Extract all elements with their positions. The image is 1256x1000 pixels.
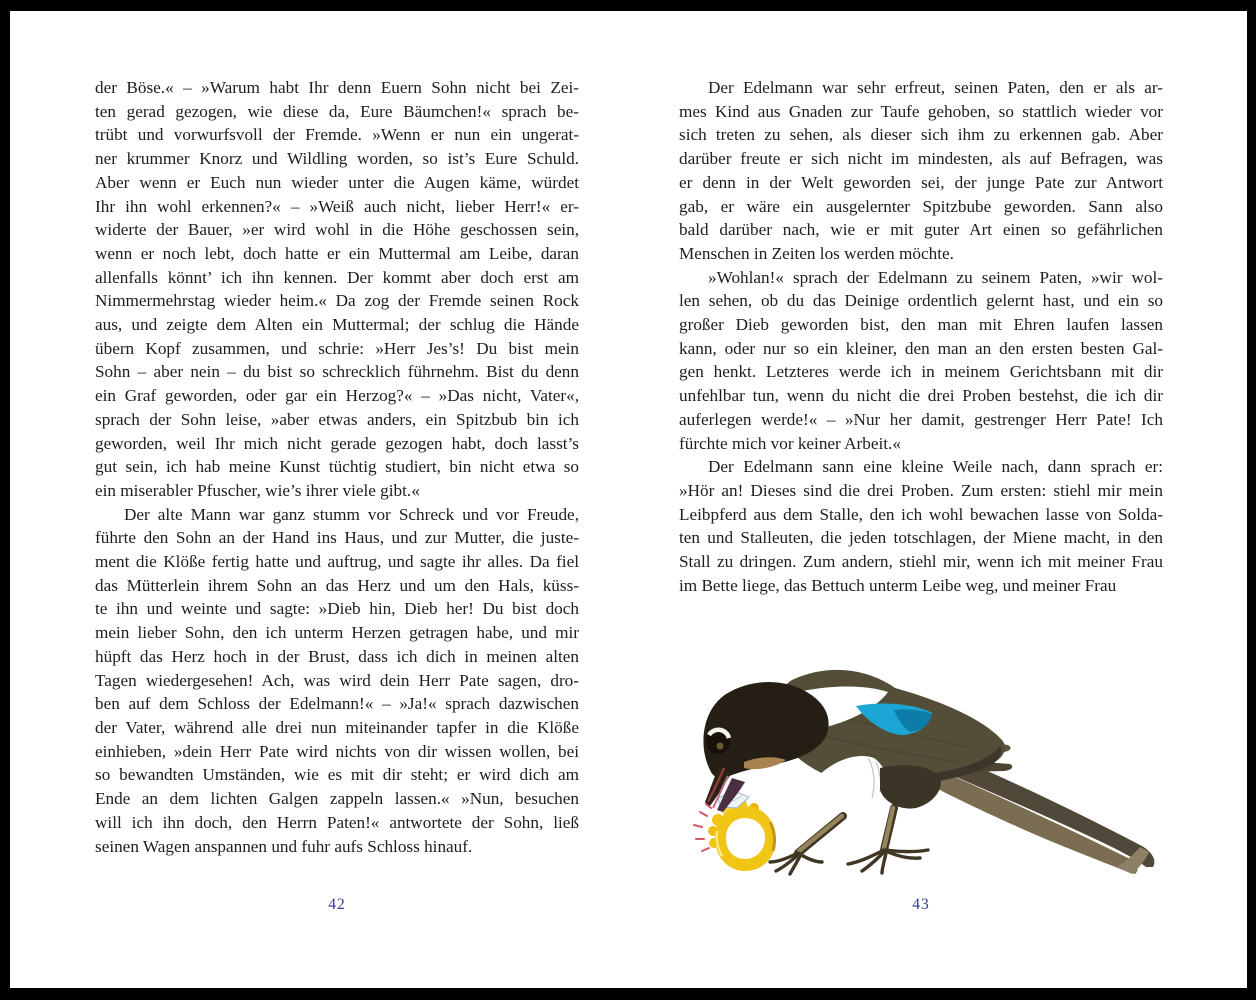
text-line: im Bette liege, das Bettuch unterm Leibe weg, und meiner Frau — [679, 575, 1117, 595]
text-line: Leibpferd aus dem Stalle, den ich wohl bewachen lasse von Solda- — [679, 504, 1163, 524]
paragraph — [679, 266, 1163, 456]
page-number-left: 42 — [328, 896, 346, 913]
text-line: führte den Sohn an der Hand ins Haus, und zur Mutter, die juste- — [95, 528, 579, 548]
text-line: Der alte Mann war ganz stumm vor Schreck und vor Freude, — [124, 504, 579, 524]
text-line: Der Edelmann sann eine kleine Weile nach, dann sprach er: — [708, 457, 1163, 477]
text-line: kann, oder nur so ein kleiner, den man an den ersten besten Gal- — [679, 338, 1163, 358]
text-line: trübt und vorwurfsvoll der Fremde. »Wenn er nun ein ungerat- — [95, 125, 579, 145]
text-line: auferlegen werde!« – »Nur her damit, gestrenger Herr Pate! Ich — [679, 409, 1163, 429]
paragraph — [679, 455, 1163, 597]
text-line: ben auf dem Schloss der Edelmann!« – »Ja!« sprach dazwischen — [95, 694, 579, 714]
magpie-eye-icon — [706, 730, 730, 754]
text-line: Sohn – aber nein – du bist so schrecklich führnehm. Bist du denn — [95, 362, 579, 382]
magpie-flank — [880, 765, 941, 808]
text-line: darüber freute er sich nicht im mindesten, als auf Befragen, was — [679, 149, 1163, 169]
page-43-text — [679, 76, 1163, 597]
text-line: »Hör an! Dieses sind die drei Proben. Zum ersten: stiehl mir mein — [679, 480, 1163, 500]
paragraph — [95, 76, 579, 503]
text-line: »Wohlan!« sprach der Edelmann zu seinem Paten, »wir wol- — [708, 267, 1163, 287]
text-line: ner krummer Knorz und Wildling worden, so ist’s Eure Schuld. — [95, 149, 579, 169]
text-line: das Mütterlein ihrem Sohn an das Herz und um den Hals, küss- — [95, 575, 579, 595]
text-line: Stall zu dringen. Zum andern, stiehl mir, wenn ich mit meiner Frau — [679, 552, 1163, 572]
text-line: ten und Stalleuten, die jeden totschlagen, der Miene macht, in den — [679, 528, 1163, 548]
text-line: Tagen wiedergesehen! Ach, was wird dein Herr Pate sagen, dro- — [95, 670, 579, 690]
text-line: fürchte mich vor keiner Arbeit.« — [679, 433, 901, 453]
page-number-right: 43 — [912, 896, 930, 913]
text-line: der Vater, während alle drei nun miteinander tapfer in die Klöße — [95, 717, 579, 737]
text-line: gut sein, ich hab meine Kunst tüchtig studiert, bin nicht etwa so — [95, 457, 579, 477]
text-line: geworden, weil Ihr mich nicht gerade gezogen habt, doch lasst’s — [95, 433, 579, 453]
text-line: Aber wenn er Euch nun wieder unter die Augen käme, würdet — [95, 172, 579, 192]
text-line: hüpft das Herz hoch in der Brust, dass ich dich in meinen alten — [95, 646, 579, 666]
text-line: bald darüber nach, wie er mit guter Art einen so gefährlichen — [679, 220, 1163, 240]
text-line: einhieben, »dein Herr Pate wird nichts von dir wissen wollen, bei — [95, 741, 579, 761]
text-line: seinen Wagen anspannen und fuhr aufs Schloss hinauf. — [95, 836, 473, 856]
text-line: te ihn und weinte und sagte: »Dieb hin, Dieb her! Du bist doch — [95, 599, 579, 619]
paragraph — [679, 76, 1163, 266]
text-line: so bewandten Umständen, wie es mit dir steht; er wird dich am — [95, 765, 579, 785]
text-line: will ich ihn doch, den Herrn Paten!« antwortete der Sohn, ließ — [95, 812, 579, 832]
text-line: ten gerad gezogen, wie diese da, Eure Bäumchen!« sprach be- — [95, 101, 579, 121]
text-line: unfehlbar tun, wenn du nicht die drei Proben bestehst, die ich dir — [679, 386, 1163, 406]
text-line: mes Kind aus Gnaden zur Taufe gehoben, so stattlich wieder vor — [679, 101, 1163, 121]
text-line: Der Edelmann war sehr erfreut, seinen Paten, den er als ar- — [708, 78, 1163, 97]
magpie-illustration — [680, 650, 1180, 890]
text-line: sprach der Sohn leise, »aber etwas anders, ein Spitzbub bin ich — [95, 409, 579, 429]
paragraph — [95, 503, 579, 859]
text-line: wenn er noch lebt, doch hatte er ein Muttermal am Leibe, daran — [95, 243, 579, 263]
text-line: Nimmermehrstag wieder heim.« Da zog der Fremde seinen Rock — [95, 291, 579, 311]
text-line: übern Kopf zusammen, und schrie: »Herr Jes’s! Du bist mein — [95, 338, 579, 358]
text-line: ein miserabler Pfuscher, wie’s ihrer viele gibt.« — [95, 480, 420, 500]
page-42-text — [95, 76, 579, 858]
ring-sparkles-icon — [694, 804, 711, 851]
golden-ring-icon — [708, 791, 776, 871]
text-line: allenfalls könnt’ ich ihn kennen. Der kommt aber doch erst am — [95, 267, 579, 287]
text-line: Menschen in Zeiten los werden möchte. — [679, 243, 954, 263]
text-line: großer Dieb geworden bist, den man mit Ehren laufen lassen — [679, 315, 1163, 335]
text-line: aus, und zeigte dem Alten ein Muttermal; der schlug die Hände — [95, 315, 579, 335]
text-line: gen henkt. Letzteres werde ich in meinem Gerichtsbann mit dir — [679, 362, 1163, 382]
text-line: Ende an dem lichten Galgen zappeln lassen.« »Nun, besuchen — [95, 789, 579, 809]
text-line: ein Graf geworden, oder gar ein Herzog?« – »Das nicht, Vater«, — [95, 386, 579, 406]
magpie-legs — [770, 808, 928, 874]
text-line: widerte der Bauer, »er wird wohl in die Höhe geschossen sein, — [95, 220, 579, 240]
text-line: len sehen, ob du das Deinige ordentlich gelernt hast, und ein so — [679, 291, 1163, 311]
text-line: ment die Klöße fertig hatte und auftrug, und sagte ihr alles. Da fiel — [95, 552, 579, 572]
text-line: Ihr ihn wohl erkennen?« – »Weiß auch nicht, lieber Herr!« er- — [95, 196, 579, 216]
text-line: sich treten zu sehen, als dieser sich ihm zu erkennen gab. Aber — [679, 125, 1163, 145]
text-line: mein lieber Sohn, den ich unterm Herzen getragen habe, und mir — [95, 623, 579, 643]
text-line: gab, er wäre ein ausgelernter Spitzbube geworden. Sann also — [679, 196, 1163, 216]
text-line: er denn in der Welt geworden sei, der junge Pate zur Antwort — [679, 172, 1163, 192]
text-line: der Böse.« – »Warum habt Ihr denn Euern Sohn nicht bei Zei- — [95, 78, 579, 97]
